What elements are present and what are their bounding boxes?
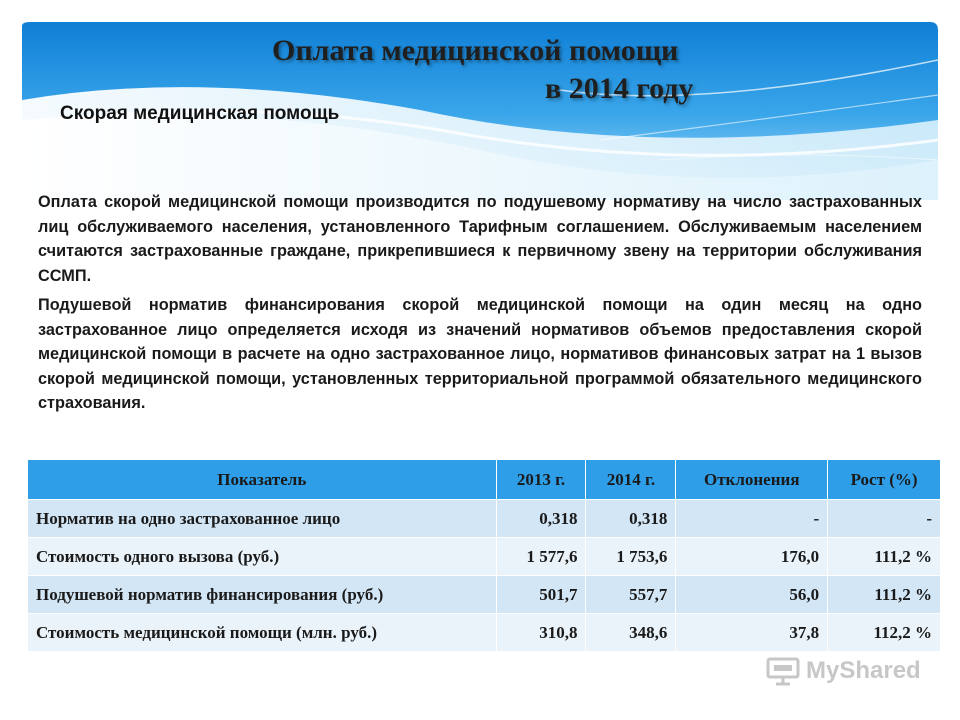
value-2013: 310,8 bbox=[496, 614, 586, 652]
row-label: Подушевой норматив финансирования (руб.) bbox=[28, 576, 497, 614]
value-2014: 348,6 bbox=[586, 614, 676, 652]
subtitle: Скорая медицинская помощь bbox=[60, 103, 340, 124]
watermark-text: MyShared bbox=[806, 657, 921, 684]
presentation-icon bbox=[766, 656, 800, 686]
value-deviation: - bbox=[676, 500, 828, 538]
header-deviation: Отклонения bbox=[676, 460, 828, 500]
table-row bbox=[28, 576, 941, 614]
header-2013: 2013 г. bbox=[496, 460, 586, 500]
value-2013: 501,7 bbox=[496, 576, 586, 614]
header-growth: Рост (%) bbox=[828, 460, 941, 500]
body-text bbox=[38, 190, 922, 421]
paragraph-2: Подушевой норматив финансирования скорой медицинской помощи на один месяц на одно застрахованное лицо определяется исходя из значений нормативов объемов предоставления скорой медицинской помощи в расчете на одно застрахованное лицо, нормативов финансовых затрат на 1 вызов скорой медицинской помощи, установленных территориальной программой обязательного медицинского страхования. bbox=[38, 296, 922, 412]
row-label: Стоимость медицинской помощи (млн. руб.) bbox=[28, 614, 497, 652]
watermark bbox=[766, 656, 921, 686]
row-label: Норматив на одно застрахованное лицо bbox=[28, 500, 497, 538]
value-growth: 112,2 % bbox=[828, 614, 941, 652]
value-growth: 111,2 % bbox=[828, 538, 941, 576]
table-row bbox=[28, 538, 941, 576]
value-deviation: 37,8 bbox=[676, 614, 828, 652]
paragraph-1: Оплата скорой медицинской помощи производится по подушевому нормативу на число застрахованных лиц обслуживаемого населения, установленного Тарифным соглашением. Обслуживаемым населением считаются застрахованные граждане, прикрепившиеся к первичному звену на территории обслуживания ССМП. bbox=[38, 193, 922, 285]
value-2014: 557,7 bbox=[586, 576, 676, 614]
value-2013: 1 577,6 bbox=[496, 538, 586, 576]
header-indicator: Показатель bbox=[28, 460, 497, 500]
title-line-2: в 2014 году bbox=[545, 72, 694, 105]
table-row bbox=[28, 614, 941, 652]
indicators-table bbox=[27, 459, 941, 652]
value-growth: 111,2 % bbox=[828, 576, 941, 614]
value-deviation: 176,0 bbox=[676, 538, 828, 576]
value-deviation: 56,0 bbox=[676, 576, 828, 614]
row-label: Стоимость одного вызова (руб.) bbox=[28, 538, 497, 576]
header-banner bbox=[0, 0, 960, 200]
value-2014: 0,318 bbox=[586, 500, 676, 538]
title-line-1: Оплата медицинской помощи bbox=[272, 34, 679, 67]
table-header-row bbox=[28, 460, 941, 500]
value-2014: 1 753,6 bbox=[586, 538, 676, 576]
table-row bbox=[28, 500, 941, 538]
value-2013: 0,318 bbox=[496, 500, 586, 538]
value-growth: - bbox=[828, 500, 941, 538]
header-2014: 2014 г. bbox=[586, 460, 676, 500]
